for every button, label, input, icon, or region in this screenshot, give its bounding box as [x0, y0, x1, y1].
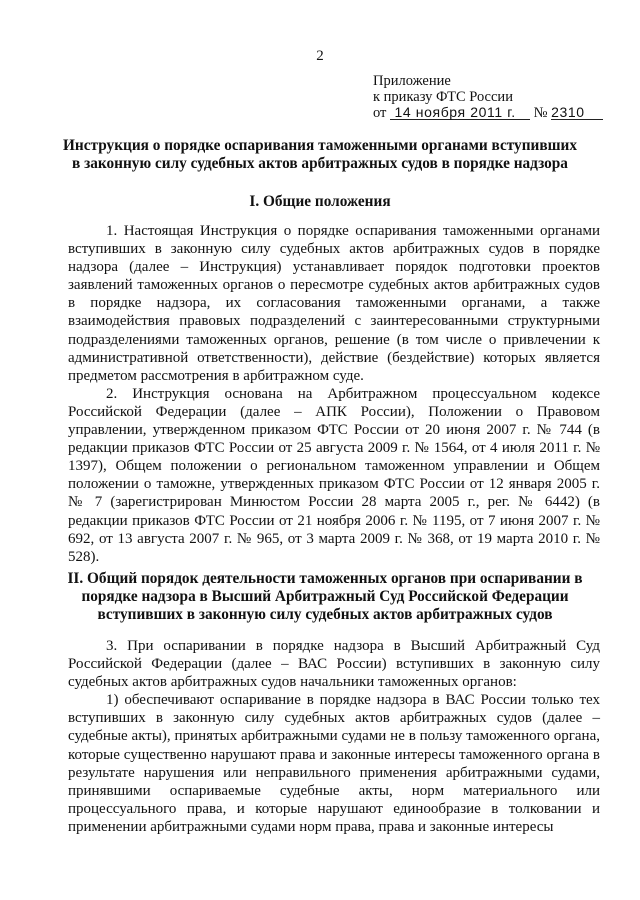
appendix-from-label: от: [373, 105, 387, 121]
appendix-number-label: №: [533, 105, 548, 121]
section2-heading: II. Общий порядок деятельности таможенных органов при оспаривании в порядке надзора в Высший Арбитражный Суд Российской Федерации вступивших в законную силу судебных актов арбитражных судов: [67, 570, 583, 623]
appendix-line1: Приложение: [373, 73, 451, 89]
appendix-date-line: [373, 105, 603, 122]
section2-body: [68, 637, 600, 836]
appendix-date: [390, 105, 530, 120]
appendix-block: [373, 74, 603, 122]
appendix-date-text: 14 ноября 2011 г.: [394, 104, 516, 120]
section1-heading: I. Общие положения: [249, 193, 391, 210]
appendix-number: 2310: [551, 105, 603, 120]
paragraph: 3. При оспаривании в порядке надзора в Высший Арбитражный Суд Российской Федерации (далее – ВАС России) вступивших в законную силу судебных актов арбитражных судов начальники таможенных органов:: [68, 638, 600, 691]
paragraph: 2. Инструкция основана на Арбитражном процессуальном кодексе Российской Федерации (далее – АПК России), Положении о Правовом управлении, утвержденном приказом ФТС России от 20 июня 2007 г. № 744 (в редакции приказов ФТС России от 25 августа 2009 г. № 1564, от 4 июля 2011 г. № 1397), Общем положении о региональном таможенном управлении и Общем положении о таможне, утвержденных приказом ФТС России от 12 января 2005 г. № 7 (зарегистрирован Минюстом России 28 марта 2005 г., рег. № 6442) (в редакции приказов ФТС России от 21 ноября 2006 г. № 1195, от 7 июня 2007 г. № 692, от 13 августа 2007 г. № 965, от 3 марта 2009 г. № 368, от 19 марта 2010 г. № 528).: [68, 385, 600, 565]
page-number: 2: [316, 48, 324, 64]
paragraph: 1. Настоящая Инструкция о порядке оспаривания таможенными органами вступивших в законную силу судебных актов арбитражных судов в порядке надзора (далее – Инструкция) устанавливает порядок подготовки проектов заявлений таможенных органов о пересмотре судебных актов арбитражных судов в порядке надзора, их согласования таможенными органами, а также взаимодействия правовых подразделений с заинтересованными структурными подразделениями таможенных органов, решение (в том числе о привлечении к административной ответственности), действие (бездействие) которых является предметом рассмотрения в арбитражном суде.: [68, 223, 600, 384]
paragraph: 1) обеспечивают оспаривание в порядке надзора в ВАС России только тех вступивших в законную силу судебных актов арбитражных судов (далее – судебные акты), принятых арбитражными судами не в пользу таможенного органа, которые существенно нарушают права и законные интересы таможенного органа в результате нарушения или неправильного применения арбитражными судами, принявшими оспариваемые судебные акты, норм материального или процессуального права, и которые нарушают единообразие в толковании и применении арбитражными судами норм права, права и законные интересы: [68, 692, 600, 835]
document-title: Инструкция о порядке оспаривания таможенными органами вступивших в законную силу судебных актов арбитражных судов в порядке надзора: [63, 137, 577, 172]
appendix-line2: к приказу ФТС России: [373, 88, 513, 105]
section1-body: [68, 222, 600, 566]
